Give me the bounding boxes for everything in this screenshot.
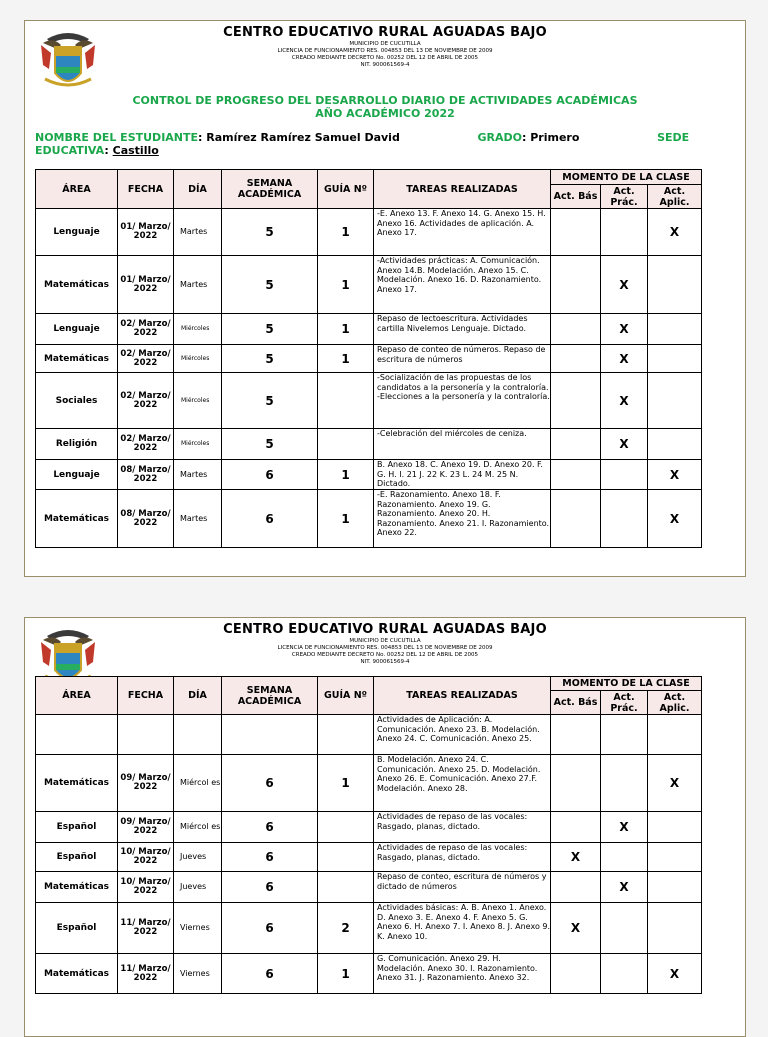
tasks-cell: Actividades de Aplicación: A. Comunicación. Anexo 23. B. Modelación. Anexo 24. C. Comunicación. Anexo 25. xyxy=(374,715,551,755)
col-fecha: FECHA xyxy=(118,170,174,209)
student-name-label: NOMBRE DEL ESTUDIANTE xyxy=(35,131,199,144)
tasks-cell: B. Anexo 18. C. Anexo 19. D. Anexo 20. F. G. H. I. 21 J. 22 K. 23 L. 24 M. 25 N. Dictado. xyxy=(374,460,551,490)
guide-cell: 2 xyxy=(318,903,374,954)
col-guia: GUÍA Nº xyxy=(318,170,374,209)
col-bas: Act. Bás xyxy=(551,691,601,715)
application-activity-mark xyxy=(648,872,702,903)
practice-activity-mark xyxy=(601,954,648,994)
table-row xyxy=(36,256,702,314)
area-cell: Lenguaje xyxy=(36,209,118,256)
date-cell: 01/ Marzo/ 2022 xyxy=(118,256,174,314)
day-cell: Jueves xyxy=(174,843,222,872)
tasks-cell: Actividades de repaso de las vocales: Rasgado, planas, dictado. xyxy=(374,843,551,872)
table-row xyxy=(36,872,702,903)
basic-activity-mark: X xyxy=(551,843,601,872)
day-cell: Viernes xyxy=(174,954,222,994)
col-momento: MOMENTO DE LA CLASE xyxy=(551,170,702,185)
date-cell: 02/ Marzo/ 2022 xyxy=(118,373,174,429)
table-row xyxy=(36,373,702,429)
tasks-cell: -E. Anexo 13. F. Anexo 14. G. Anexo 15. H. Anexo 16. Actividades de aplicación. A. Anexo 17. xyxy=(374,209,551,256)
area-cell: Lenguaje xyxy=(36,460,118,490)
practice-activity-mark: X xyxy=(601,812,648,843)
area-cell: Matemáticas xyxy=(36,755,118,812)
table-row xyxy=(36,209,702,256)
date-cell: 08/ Marzo/ 2022 xyxy=(118,460,174,490)
col-fecha: FECHA xyxy=(118,677,174,715)
academic-year: AÑO ACADÉMICO 2022 xyxy=(315,107,455,120)
date-cell: 01/ Marzo/ 2022 xyxy=(118,209,174,256)
date-cell: 10/ Marzo/ 2022 xyxy=(118,872,174,903)
application-activity-mark xyxy=(648,903,702,954)
practice-activity-mark xyxy=(601,209,648,256)
municipality-line: MUNICIPIO DE CUCUTILLA xyxy=(349,638,421,644)
col-area: ÁREA xyxy=(36,170,118,209)
application-activity-mark: X xyxy=(648,460,702,490)
area-cell: Matemáticas xyxy=(36,954,118,994)
guide-cell xyxy=(318,715,374,755)
practice-activity-mark: X xyxy=(601,314,648,345)
nit-line: NIT. 900061569-4 xyxy=(360,62,410,68)
week-cell: 5 xyxy=(222,429,318,460)
col-prac: Act. Prác. xyxy=(601,691,648,715)
table-row xyxy=(36,429,702,460)
practice-activity-mark: X xyxy=(601,373,648,429)
tasks-cell: -Socialización de las propuestas de los candidatos a la personería y la contraloría. -Elecciones a la personería y la contraloría. xyxy=(374,373,551,429)
week-cell: 6 xyxy=(222,843,318,872)
practice-activity-mark xyxy=(601,460,648,490)
guide-cell: 1 xyxy=(318,209,374,256)
guide-cell: 1 xyxy=(318,314,374,345)
date-cell: 08/ Marzo/ 2022 xyxy=(118,490,174,548)
application-activity-mark xyxy=(648,843,702,872)
practice-activity-mark: X xyxy=(601,345,648,373)
document-page-1 xyxy=(24,20,746,577)
table-row xyxy=(36,812,702,843)
table-row xyxy=(36,490,702,548)
basic-activity-mark xyxy=(551,209,601,256)
date-cell: 02/ Marzo/ 2022 xyxy=(118,345,174,373)
area-cell: Matemáticas xyxy=(36,345,118,373)
application-activity-mark: X xyxy=(648,209,702,256)
practice-activity-mark xyxy=(601,755,648,812)
week-cell: 5 xyxy=(222,373,318,429)
guide-cell: 1 xyxy=(318,345,374,373)
tasks-cell: -Actividades prácticas: A. Comunicación. Anexo 14.B. Modelación. Anexo 15. C. Modelación. Anexo 16. D. Razonamiento. Anexo 17. xyxy=(374,256,551,314)
week-cell: 6 xyxy=(222,755,318,812)
basic-activity-mark xyxy=(551,373,601,429)
application-activity-mark xyxy=(648,373,702,429)
guide-cell: 1 xyxy=(318,755,374,812)
sede-value: Castillo xyxy=(112,144,159,157)
col-semana: SEMANA ACADÉMICA xyxy=(222,677,318,715)
basic-activity-mark xyxy=(551,460,601,490)
license-line: LICENCIA DE FUNCIONAMIENTO RES. 004853 DEL 13 DE NOVIEMBRE DE 2009 xyxy=(277,645,493,651)
tasks-cell: Repaso de conteo de números. Repaso de escritura de números xyxy=(374,345,551,373)
day-cell: Miércoles xyxy=(174,429,222,460)
tasks-cell: Actividades de repaso de las vocales: Rasgado, planas, dictado. xyxy=(374,812,551,843)
day-cell: Martes xyxy=(174,460,222,490)
school-name: CENTRO EDUCATIVO RURAL AGUADAS BAJO xyxy=(223,622,547,637)
date-cell: 02/ Marzo/ 2022 xyxy=(118,314,174,345)
area-cell: Español xyxy=(36,843,118,872)
license-line: LICENCIA DE FUNCIONAMIENTO RES. 004853 DEL 13 DE NOVIEMBRE DE 2009 xyxy=(277,48,493,54)
practice-activity-mark xyxy=(601,903,648,954)
document-title: CONTROL DE PROGRESO DEL DESARROLLO DIARIO DE ACTIVIDADES ACADÉMICAS xyxy=(132,94,638,107)
guide-cell xyxy=(318,429,374,460)
tasks-cell: B. Modelación. Anexo 24. C. Comunicación. Anexo 25. D. Modelación. Anexo 26. E. Comunicación. Anexo 27.F. Modelación. Anexo 28. xyxy=(374,755,551,812)
municipality-line: MUNICIPIO DE CUCUTILLA xyxy=(349,41,421,47)
week-cell: 5 xyxy=(222,314,318,345)
basic-activity-mark: X xyxy=(551,903,601,954)
tasks-cell: Repaso de conteo, escritura de números y dictado de números xyxy=(374,872,551,903)
col-guia: GUÍA Nº xyxy=(318,677,374,715)
practice-activity-mark: X xyxy=(601,256,648,314)
application-activity-mark: X xyxy=(648,490,702,548)
col-dia: DÍA xyxy=(174,677,222,715)
application-activity-mark: X xyxy=(648,954,702,994)
week-cell: 6 xyxy=(222,872,318,903)
day-cell: Miércol es xyxy=(174,755,222,812)
area-cell: Matemáticas xyxy=(36,256,118,314)
col-tareas: TAREAS REALIZADAS xyxy=(374,677,551,715)
table-row xyxy=(36,954,702,994)
decree-line: CREADO MEDIANTE DECRETO No. 00252 DEL 12 DE ABRIL DE 2005 xyxy=(291,55,479,61)
day-cell xyxy=(174,715,222,755)
col-prac: Act. Prác. xyxy=(601,185,648,209)
day-cell: Miércol es xyxy=(174,812,222,843)
basic-activity-mark xyxy=(551,256,601,314)
table-row xyxy=(36,715,702,755)
guide-cell xyxy=(318,812,374,843)
application-activity-mark xyxy=(648,715,702,755)
col-momento: MOMENTO DE LA CLASE xyxy=(551,677,702,691)
application-activity-mark xyxy=(648,345,702,373)
grade-value: Primero xyxy=(530,131,580,144)
date-cell: 09/ Marzo/ 2022 xyxy=(118,812,174,843)
table-row xyxy=(36,314,702,345)
col-dia: DÍA xyxy=(174,170,222,209)
day-cell: Jueves xyxy=(174,872,222,903)
guide-cell: 1 xyxy=(318,490,374,548)
tasks-cell: -E. Razonamiento. Anexo 18. F. Razonamiento. Anexo 19. G. Razonamiento. Anexo 20. H. Razonamiento. Anexo 21. I. Razonamiento. Anexo 22. xyxy=(374,490,551,548)
practice-activity-mark xyxy=(601,490,648,548)
decree-line: CREADO MEDIANTE DECRETO No. 00252 DEL 12 DE ABRIL DE 2005 xyxy=(291,652,479,658)
area-cell: Lenguaje xyxy=(36,314,118,345)
tasks-cell: G. Comunicación. Anexo 29. H. Modelación. Anexo 30. I. Razonamiento. Anexo 31. J. Razonamiento. Anexo 32. xyxy=(374,954,551,994)
area-cell: Religión xyxy=(36,429,118,460)
basic-activity-mark xyxy=(551,954,601,994)
area-cell xyxy=(36,715,118,755)
area-cell: Matemáticas xyxy=(36,490,118,548)
date-cell: 11/ Marzo/ 2022 xyxy=(118,903,174,954)
application-activity-mark xyxy=(648,812,702,843)
practice-activity-mark: X xyxy=(601,872,648,903)
date-cell: 11/ Marzo/ 2022 xyxy=(118,954,174,994)
date-cell: 09/ Marzo/ 2022 xyxy=(118,755,174,812)
application-activity-mark xyxy=(648,429,702,460)
tasks-cell: Repaso de lectoescritura. Actividades cartilla Nivelemos Lenguaje. Dictado. xyxy=(374,314,551,345)
application-activity-mark xyxy=(648,256,702,314)
application-activity-mark: X xyxy=(648,755,702,812)
week-cell: 6 xyxy=(222,903,318,954)
tasks-cell: Actividades básicas: A. B. Anexo 1. Anexo. D. Anexo 3. E. Anexo 4. F. Anexo 5. G. Anexo 6. H. Anexo 7. I. Anexo 8. J. Anexo 9. K. Anexo 10. xyxy=(374,903,551,954)
document-page-2 xyxy=(24,617,746,1037)
grade-label: GRADO xyxy=(477,131,523,144)
basic-activity-mark xyxy=(551,715,601,755)
table-row xyxy=(36,903,702,954)
basic-activity-mark xyxy=(551,429,601,460)
practice-activity-mark xyxy=(601,843,648,872)
date-cell: 02/ Marzo/ 2022 xyxy=(118,429,174,460)
table-row xyxy=(36,345,702,373)
col-aplic: Act. Aplic. xyxy=(648,691,702,715)
week-cell: 6 xyxy=(222,954,318,994)
basic-activity-mark xyxy=(551,755,601,812)
sede-label: SEDE EDUCATIVA xyxy=(35,131,690,157)
application-activity-mark xyxy=(648,314,702,345)
table-row xyxy=(36,460,702,490)
basic-activity-mark xyxy=(551,490,601,548)
col-area: ÁREA xyxy=(36,677,118,715)
week-cell: 6 xyxy=(222,490,318,548)
guide-cell xyxy=(318,373,374,429)
week-cell: 5 xyxy=(222,256,318,314)
tasks-cell: -Celebración del miércoles de ceniza. xyxy=(374,429,551,460)
week-cell: 5 xyxy=(222,345,318,373)
col-bas: Act. Bás xyxy=(551,185,601,209)
guide-cell: 1 xyxy=(318,460,374,490)
area-cell: Matemáticas xyxy=(36,872,118,903)
col-semana: SEMANA ACADÉMICA xyxy=(222,170,318,209)
guide-cell: 1 xyxy=(318,256,374,314)
basic-activity-mark xyxy=(551,812,601,843)
week-cell: 6 xyxy=(222,460,318,490)
area-cell: Español xyxy=(36,812,118,843)
week-cell xyxy=(222,715,318,755)
col-tareas: TAREAS REALIZADAS xyxy=(374,170,551,209)
date-cell: 10/ Marzo/ 2022 xyxy=(118,843,174,872)
guide-cell xyxy=(318,872,374,903)
week-cell: 5 xyxy=(222,209,318,256)
practice-activity-mark xyxy=(601,715,648,755)
table-row xyxy=(36,843,702,872)
nit-line: NIT. 900061569-4 xyxy=(360,659,410,665)
school-name: CENTRO EDUCATIVO RURAL AGUADAS BAJO xyxy=(223,25,547,40)
day-cell: Miércoles xyxy=(174,345,222,373)
practice-activity-mark: X xyxy=(601,429,648,460)
area-cell: Español xyxy=(36,903,118,954)
progress-table-1 xyxy=(35,169,702,548)
day-cell: Martes xyxy=(174,490,222,548)
guide-cell xyxy=(318,843,374,872)
date-cell xyxy=(118,715,174,755)
student-info: NOMBRE DEL ESTUDIANTE: Ramírez Ramírez Samuel David GRADO: Primero SEDE EDUCATIVA: Castillo xyxy=(35,131,690,157)
basic-activity-mark xyxy=(551,872,601,903)
guide-cell: 1 xyxy=(318,954,374,994)
day-cell: Miércoles xyxy=(174,314,222,345)
day-cell: Viernes xyxy=(174,903,222,954)
student-name-value: Ramírez Ramírez Samuel David xyxy=(206,131,400,144)
day-cell: Martes xyxy=(174,209,222,256)
area-cell: Sociales xyxy=(36,373,118,429)
col-aplic: Act. Aplic. xyxy=(648,185,702,209)
week-cell: 6 xyxy=(222,812,318,843)
basic-activity-mark xyxy=(551,314,601,345)
progress-table-2 xyxy=(35,676,702,994)
table-row xyxy=(36,755,702,812)
day-cell: Martes xyxy=(174,256,222,314)
basic-activity-mark xyxy=(551,345,601,373)
day-cell: Miércoles xyxy=(174,373,222,429)
